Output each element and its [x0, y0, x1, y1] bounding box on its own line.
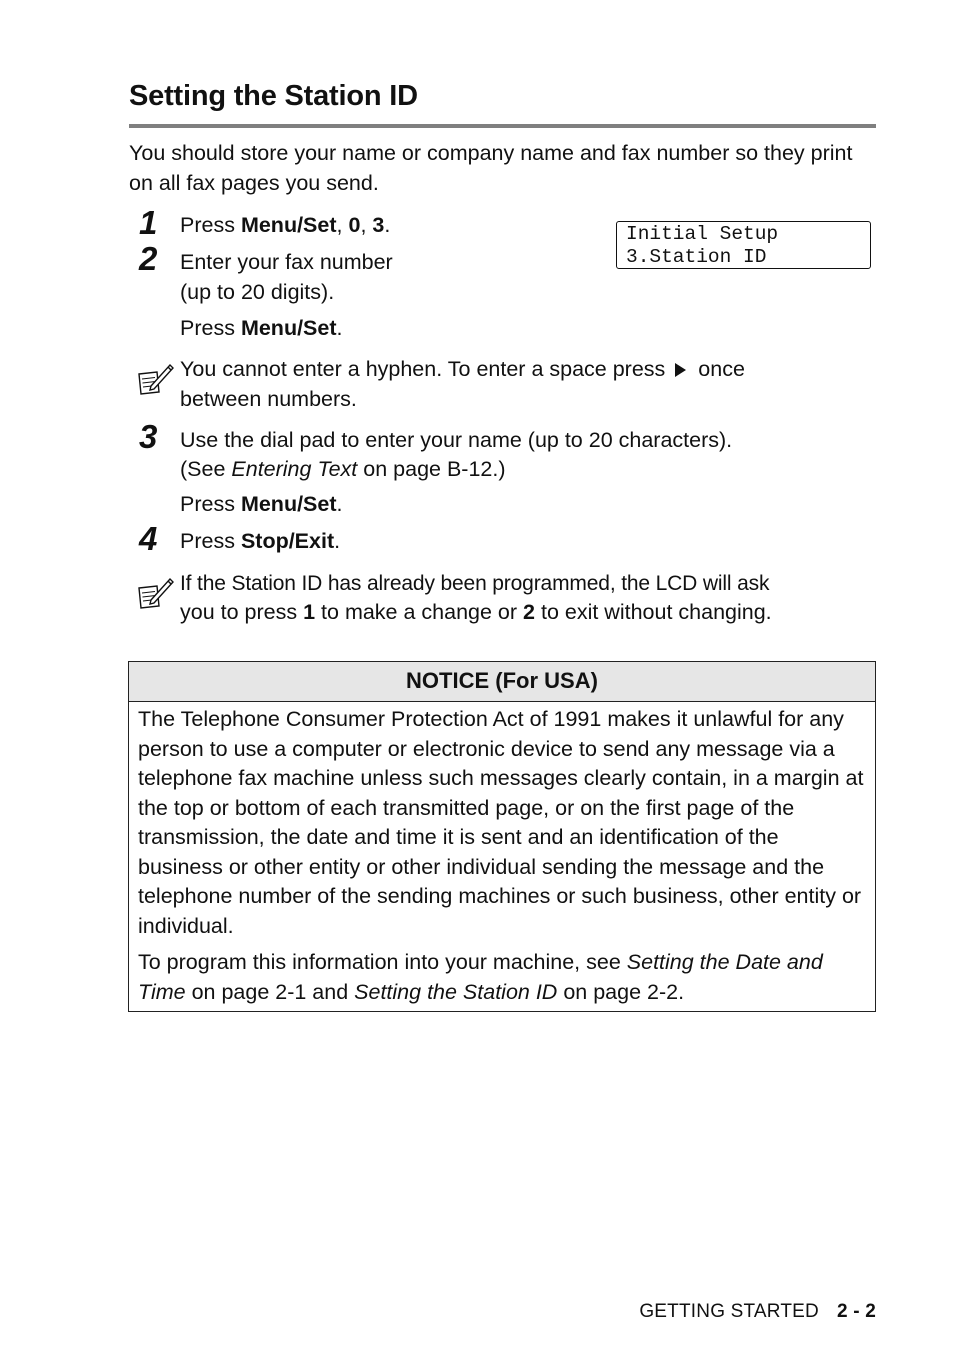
- notice-paragraph-2: [138, 948, 865, 1007]
- step-3-press-post: .: [336, 492, 343, 516]
- note-1-line-1: [180, 355, 745, 385]
- key-0: 0: [348, 213, 361, 237]
- step-3-line-2: [180, 455, 506, 485]
- note-2-mid: to make a change or: [315, 600, 524, 624]
- notice-paragraph-1: The Telephone Consumer Protection Act of 1991 makes it unlawful for any person to use a computer or electronic device to send any message via a telephone fax machine unless such messages clearly contain, in a margin at the top or bottom of each transmitted page, or on the first page of the transmission, the date and time it is sent and an identification of the business or other entity or other individual sending the message and the telephone number of the sending machines or such business, other entity or individual.: [138, 707, 864, 938]
- notice-p2-mid: on page 2-1 and: [185, 979, 355, 1004]
- note-pencil-icon: [135, 576, 175, 616]
- page-title: Setting the Station ID: [129, 80, 418, 112]
- lcd-display: [616, 221, 871, 269]
- step-number-4: 4: [139, 520, 158, 557]
- right-arrow-icon: [675, 363, 686, 377]
- note-2-line-2: [180, 598, 772, 628]
- notice-ref-station-id: Setting the Station ID: [354, 979, 558, 1004]
- step-3-press-pre: Press: [180, 492, 241, 516]
- note-2-pre: you to press: [180, 600, 304, 624]
- key-2: 2: [523, 600, 535, 624]
- step-number-3: 3: [139, 418, 158, 455]
- step-1-text: [180, 211, 390, 241]
- lcd-line-2: 3.Station ID: [626, 246, 767, 268]
- step-1-sep: ,: [336, 213, 349, 237]
- notice-ref-date-time: Setting the Date and Time: [138, 950, 823, 1004]
- title-rule: [129, 124, 876, 128]
- note-2-line-1: If the Station ID has already been programmed, the LCD will ask: [180, 572, 770, 595]
- notice-box: [128, 661, 876, 1012]
- step-4-post: .: [334, 529, 341, 553]
- step-3-press: [180, 490, 343, 520]
- notice-p2-post: on page 2-2.: [557, 979, 685, 1004]
- note-1-post: once: [698, 357, 745, 381]
- step-number-2: 2: [139, 240, 158, 277]
- step-1-pre: Press: [180, 213, 241, 237]
- step-2-line-1: Enter your fax number: [180, 250, 393, 274]
- note-1-line-2: between numbers.: [180, 387, 357, 411]
- notice-title: NOTICE (For USA): [129, 662, 875, 702]
- page-footer: [639, 1301, 876, 1323]
- note-1-pre: You cannot enter a hyphen. To enter a space press: [180, 357, 666, 381]
- notice-p2-pre: To program this information into your machine, see: [138, 950, 627, 974]
- key-menu-set: Menu/Set: [240, 492, 337, 516]
- lcd-line-1: Initial Setup: [626, 223, 779, 245]
- key-stop-exit: Stop/Exit: [240, 529, 335, 553]
- step-2-press-post: .: [336, 316, 343, 340]
- step-3-see-post: on page B-12.): [357, 457, 506, 481]
- key-1: 1: [303, 600, 316, 624]
- key-menu-set: Menu/Set: [240, 316, 337, 340]
- step-number-1: 1: [139, 204, 158, 241]
- key-3: 3: [372, 213, 385, 237]
- step-2-press-pre: Press: [180, 316, 241, 340]
- page-number: 2 - 2: [836, 1301, 876, 1322]
- step-4-text: [180, 527, 340, 557]
- step-4-pre: Press: [180, 529, 241, 553]
- footer-section: GETTING STARTED: [639, 1301, 819, 1322]
- step-1-post: .: [384, 213, 391, 237]
- notice-body: [129, 702, 875, 1007]
- step-3-see-pre: (See: [180, 457, 232, 481]
- step-3-line-1: Use the dial pad to enter your name (up to 20 characters).: [180, 428, 733, 452]
- step-1-sep: ,: [360, 213, 373, 237]
- note-2-post: to exit without changing.: [535, 600, 772, 624]
- intro-text: You should store your name or company name and fax number so they print on all fax pages you send.: [129, 141, 853, 195]
- key-menu-set: Menu/Set: [240, 213, 337, 237]
- step-2-line-2: (up to 20 digits).: [180, 280, 335, 304]
- note-pencil-icon: [135, 362, 175, 402]
- step-3-see-ref: Entering Text: [231, 457, 358, 481]
- step-2-press: [180, 314, 343, 344]
